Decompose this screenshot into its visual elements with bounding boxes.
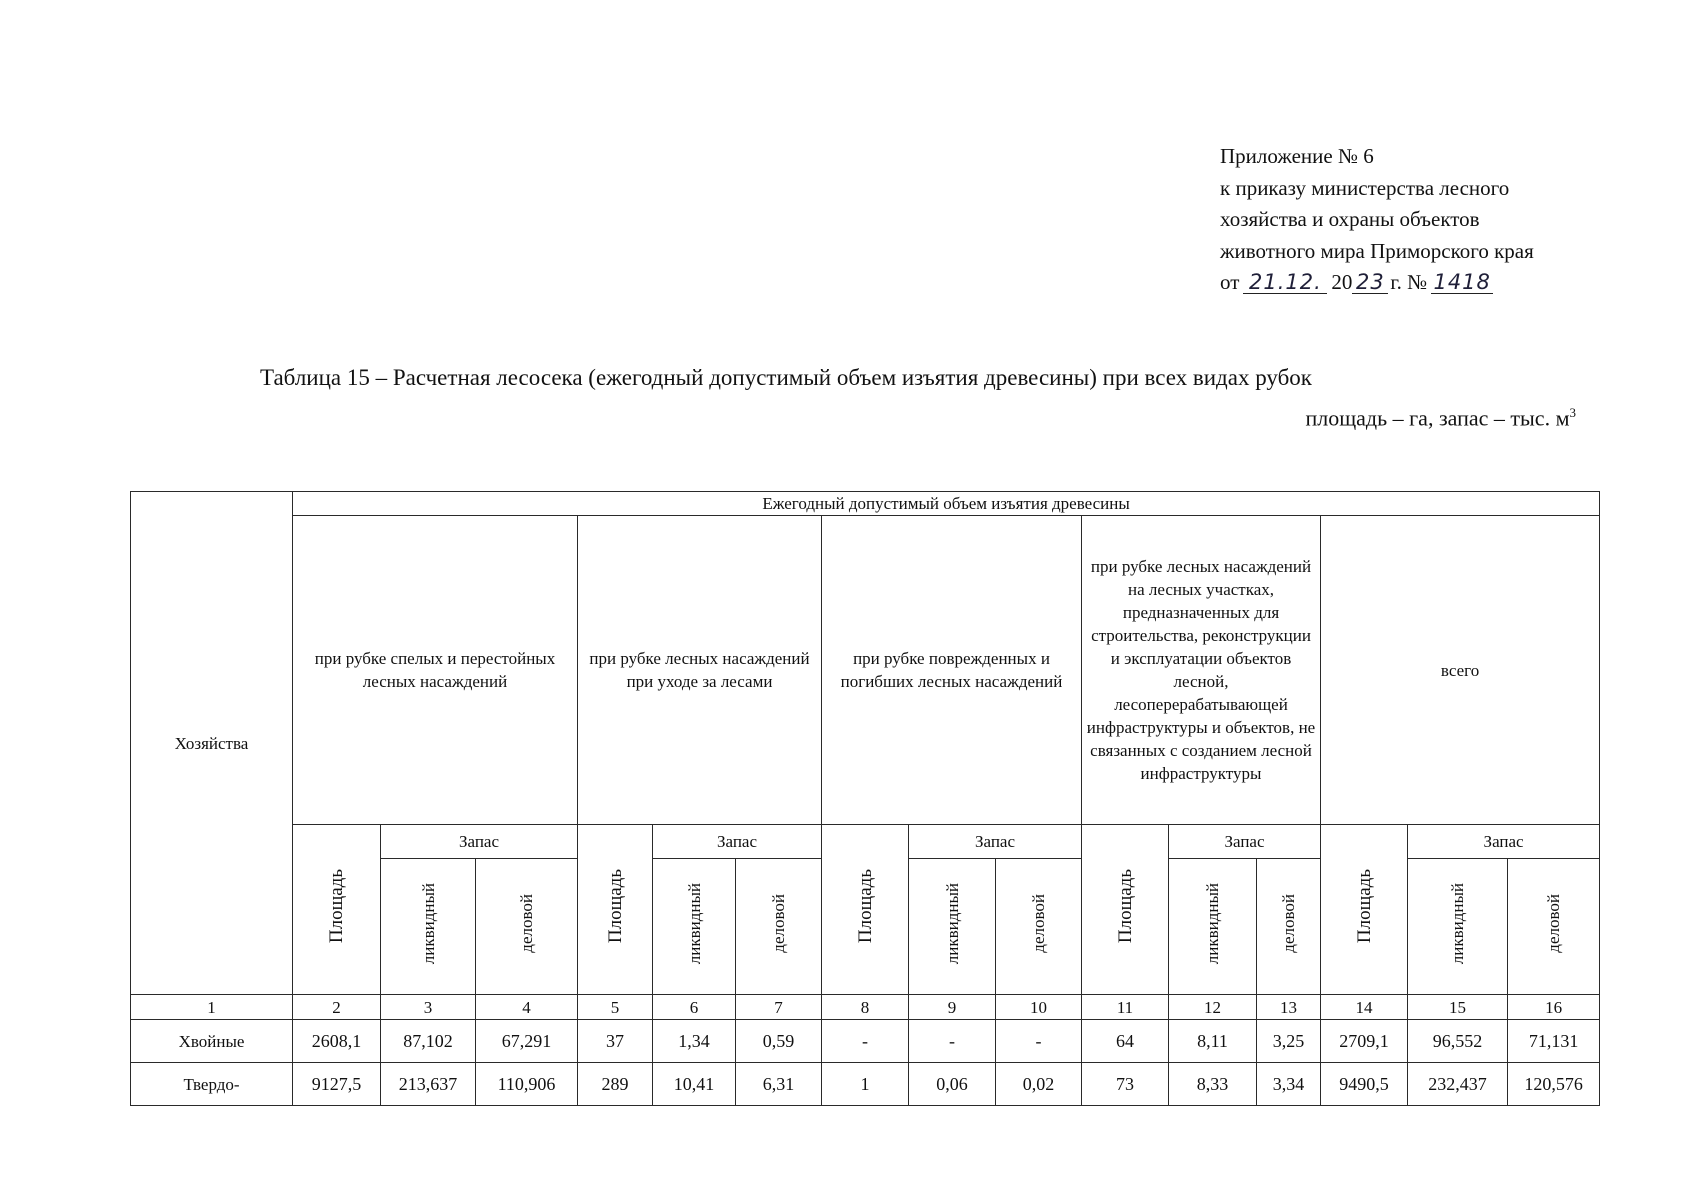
appendix-line-4: животного мира Приморского края: [1220, 238, 1534, 263]
table-cell: 73: [1082, 1063, 1169, 1106]
column-number-row: [131, 995, 1600, 1020]
header-farms: Хозяйства: [131, 492, 293, 995]
table-cell: 213,637: [381, 1063, 476, 1106]
table-cell: 37: [578, 1020, 653, 1063]
handwritten-order-number: 1418: [1431, 271, 1493, 294]
header-business-3: деловой: [996, 859, 1082, 995]
allowable-cut-table: [130, 491, 1600, 1106]
table-cell: 9127,5: [293, 1063, 381, 1106]
header-area-3: Площадь: [822, 825, 909, 995]
header-liquid-2: ликвидный: [653, 859, 736, 995]
table-cell: 0,06: [909, 1063, 996, 1106]
header-liquid-1: ликвидный: [381, 859, 476, 995]
units-note: [1305, 405, 1576, 431]
table-cell: 9490,5: [1321, 1063, 1408, 1106]
appendix-block: [1220, 141, 1534, 299]
table-cell: 0,02: [996, 1063, 1082, 1106]
col-number: 5: [578, 995, 653, 1020]
appendix-line-2: к приказу министерства лесного: [1220, 175, 1510, 200]
header-business-2: деловой: [736, 859, 822, 995]
col-number: 6: [653, 995, 736, 1020]
table-cell: 289: [578, 1063, 653, 1106]
table-cell: 71,131: [1508, 1020, 1600, 1063]
header-stock-4: Запас: [1169, 825, 1321, 859]
table-cell: 0,59: [736, 1020, 822, 1063]
units-superscript: 3: [1569, 405, 1576, 420]
appendix-line-3: хозяйства и охраны объектов: [1220, 207, 1480, 231]
header-stock-5: Запас: [1408, 825, 1600, 859]
col-number: 9: [909, 995, 996, 1020]
appendix-date-line: [1220, 267, 1534, 299]
units-text: площадь – га, запас – тыс. м: [1305, 405, 1570, 431]
appendix-title: Приложение № 6: [1220, 144, 1374, 168]
header-liquid-5: ликвидный: [1408, 859, 1508, 995]
year-prefix: 20: [1331, 270, 1353, 294]
appendix-from-label: от: [1220, 270, 1240, 294]
col-number: 1: [131, 995, 293, 1020]
header-annual-volume: Ежегодный допустимый объем изъятия древесины: [293, 492, 1600, 516]
table-cell: -: [996, 1020, 1082, 1063]
col-number: 16: [1508, 995, 1600, 1020]
header-area-2: Площадь: [578, 825, 653, 995]
header-area-5: Площадь: [1321, 825, 1408, 995]
table-cell: 8,33: [1169, 1063, 1257, 1106]
table-cell: 96,552: [1408, 1020, 1508, 1063]
col-number: 3: [381, 995, 476, 1020]
header-group-care: при рубке лесных насаждений при уходе за лесами: [578, 516, 822, 825]
table-cell: 6,31: [736, 1063, 822, 1106]
table-cell: -: [909, 1020, 996, 1063]
col-number: 7: [736, 995, 822, 1020]
table-cell: 232,437: [1408, 1063, 1508, 1106]
table-row: [131, 1020, 1600, 1063]
header-stock-2: Запас: [653, 825, 822, 859]
col-number: 4: [476, 995, 578, 1020]
header-group-damaged: при рубке поврежденных и погибших лесных насаждений: [822, 516, 1082, 825]
table-cell: 2608,1: [293, 1020, 381, 1063]
table-cell: 3,25: [1257, 1020, 1321, 1063]
table-cell: 64: [1082, 1020, 1169, 1063]
col-number: 2: [293, 995, 381, 1020]
header-stock-3: Запас: [909, 825, 1082, 859]
header-business-4: деловой: [1257, 859, 1321, 995]
table-cell: 110,906: [476, 1063, 578, 1106]
header-liquid-3: ликвидный: [909, 859, 996, 995]
handwritten-date: 21.12.: [1243, 271, 1327, 294]
handwritten-year: 23: [1352, 271, 1388, 294]
table-title: Таблица 15 – Расчетная лесосека (ежегодный допустимый объем изъятия древесины) при всех видах рубок: [260, 365, 1312, 390]
table-cell: 10,41: [653, 1063, 736, 1106]
table-cell: -: [822, 1020, 909, 1063]
header-business-1: деловой: [476, 859, 578, 995]
table-cell: 1: [822, 1063, 909, 1106]
header-group-total: всего: [1321, 516, 1600, 825]
table-cell: 1,34: [653, 1020, 736, 1063]
table-cell: 3,34: [1257, 1063, 1321, 1106]
header-group-mature: при рубке спелых и перестойных лесных насаждений: [293, 516, 578, 825]
col-number: 15: [1408, 995, 1508, 1020]
header-area-1: Площадь: [293, 825, 381, 995]
row-label-conifers: Хвойные: [131, 1020, 293, 1063]
col-number: 10: [996, 995, 1082, 1020]
col-number: 13: [1257, 995, 1321, 1020]
col-number: 14: [1321, 995, 1408, 1020]
row-label-hardwood: Твердо-: [131, 1063, 293, 1106]
col-number: 8: [822, 995, 909, 1020]
header-stock-1: Запас: [381, 825, 578, 859]
table-cell: 120,576: [1508, 1063, 1600, 1106]
table-cell: 2709,1: [1321, 1020, 1408, 1063]
table-cell: 8,11: [1169, 1020, 1257, 1063]
table-row: [131, 1063, 1600, 1106]
table-cell: 87,102: [381, 1020, 476, 1063]
col-number: 12: [1169, 995, 1257, 1020]
header-group-construction: при рубке лесных насаждений на лесных участках, предназначенных для строительства, реконструкции и эксплуатации объектов лесной, лесоперерабатывающей инфраструктуры и объектов, не связанных с созданием лесной инфраструктуры: [1082, 516, 1321, 825]
year-suffix: г. №: [1390, 270, 1428, 294]
header-liquid-4: ликвидный: [1169, 859, 1257, 995]
header-business-5: деловой: [1508, 859, 1600, 995]
table-cell: 67,291: [476, 1020, 578, 1063]
col-number: 11: [1082, 995, 1169, 1020]
header-area-4: Площадь: [1082, 825, 1169, 995]
